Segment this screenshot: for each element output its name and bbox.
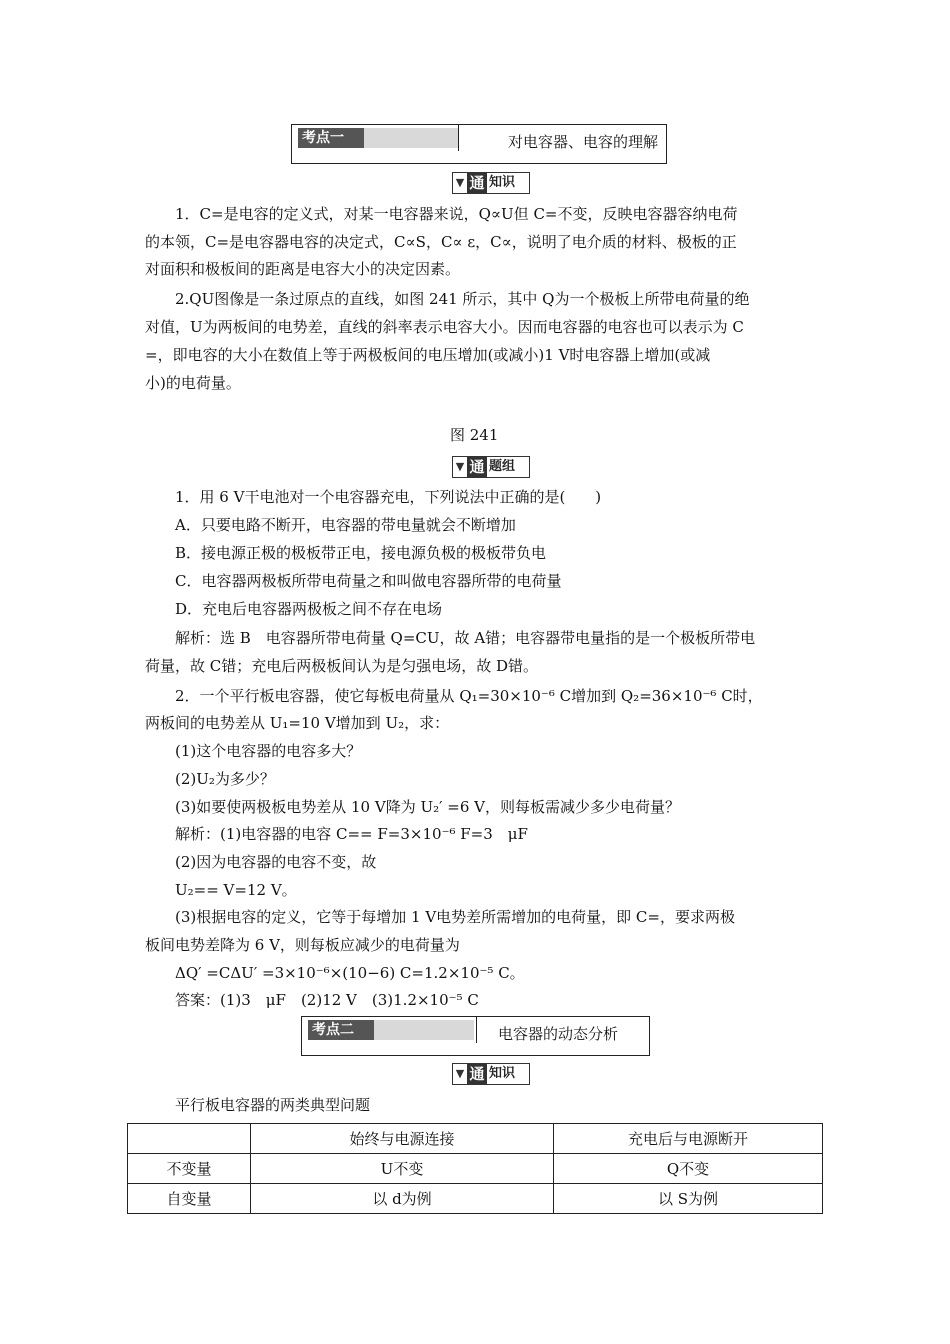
paragraph-line: 的本领，C=是电容器电容的决定式，C∝S，C∝ ε，C∝，说明了电介质的材料、极板的正 — [145, 233, 737, 251]
paragraph-line: 对值，U为两板间的电势差，直线的斜率表示电容大小。因而电容器的电容也可以表示为 C — [145, 318, 744, 336]
table-cell — [128, 1124, 251, 1154]
paragraph-line: 1．C=是电容的定义式，对某一电容器来说，Q∝U但 C=不变，反映电容器容纳电荷 — [175, 205, 738, 223]
badge-label: 题组 — [489, 459, 516, 474]
question-part: (1)这个电容器的电容多大？ — [175, 742, 362, 760]
solution-line: U₂== V=12 V。 — [175, 881, 297, 899]
section-badge-exercises — [452, 456, 530, 478]
table-cell: Q不变 — [554, 1154, 823, 1184]
topic-divider — [476, 1017, 477, 1043]
option-b: B．接电源正极的极板带正电，接电源负极的极板带负电 — [175, 544, 547, 562]
topic-header-1 — [291, 124, 667, 164]
paragraph-line: 对面积和极板间的距离是电容大小的决定因素。 — [145, 260, 461, 278]
question-2: 两板间的电势差从 U₁=10 V增加到 U₂，求： — [145, 714, 450, 732]
topic-header-2 — [301, 1016, 650, 1056]
table-row — [128, 1154, 823, 1184]
comparison-table — [127, 1123, 823, 1214]
option-c: C．电容器两极板所带电荷量之和叫做电容器所带的电荷量 — [175, 572, 562, 590]
table-cell: 始终与电源连接 — [251, 1124, 554, 1154]
solution-line: (3)根据电容的定义，它等于每增加 1 V电势差所需增加的电荷量，即 C=，要求两极 — [175, 908, 735, 926]
paragraph-line: =，即电容的大小在数值上等于两极板间的电压增加(或减小)1 V时电容器上增加(或减 — [145, 346, 711, 364]
topic-title: 对电容器、电容的理解 — [508, 133, 659, 151]
shield-icon: ▼ — [455, 460, 465, 473]
analysis-line: 荷量，故 C错；充电后两极板间认为是匀强电场，故 D错。 — [145, 657, 539, 675]
question-2: 2．一个平行板电容器，使它每板电荷量从 Q₁=30×10⁻⁶ C增加到 Q₂=36×10⁻⁶ C时， — [175, 687, 763, 705]
badge-big-char: 通 — [467, 173, 487, 193]
topic-tag-label: 考点二 — [308, 1020, 374, 1040]
question-1: 1．用 6 V干电池对一个电容器充电，下列说法中正确的是( ) — [175, 488, 602, 506]
paragraph-line: 2.QU图像是一条过原点的直线，如图 241 所示，其中 Q为一个极板上所带电荷量的绝 — [175, 290, 750, 308]
badge-label: 知识 — [489, 175, 516, 190]
table-header-row — [128, 1124, 823, 1154]
question-part: (3)如要使两极板电势差从 10 V降为 U₂′ =6 V，则每板需减少多少电荷量？ — [175, 798, 681, 816]
table-cell: 以 d为例 — [251, 1184, 554, 1214]
paragraph-line: 小)的电荷量。 — [145, 374, 241, 392]
topic-tag-label: 考点一 — [298, 128, 364, 148]
table-cell: 以 S为例 — [554, 1184, 823, 1214]
option-a: A．只要电路不断开，电容器的带电量就会不断增加 — [175, 516, 516, 534]
option-d: D．充电后电容器两极板之间不存在电场 — [175, 600, 443, 618]
badge-big-char: 通 — [467, 1064, 487, 1084]
table-cell: 不变量 — [128, 1154, 251, 1184]
section-badge-knowledge — [452, 1063, 530, 1085]
topic-tag-2 — [308, 1020, 474, 1040]
topic-tag-1 — [298, 128, 458, 148]
solution-line: 解析：(1)电容器的电容 C== F=3×10⁻⁶ F=3 μF — [175, 825, 528, 843]
answer-line: 答案：(1)3 μF (2)12 V (3)1.2×10⁻⁵ C — [175, 991, 479, 1009]
topic-divider — [458, 125, 459, 151]
badge-big-char: 通 — [467, 457, 487, 477]
section-badge-knowledge — [452, 172, 530, 194]
solution-line: ΔQ′ =CΔU′ =3×10⁻⁶×(10−6) C=1.2×10⁻⁵ C。 — [175, 964, 525, 982]
solution-line: (2)因为电容器的电容不变，故 — [175, 853, 377, 871]
topic-title: 电容器的动态分析 — [498, 1025, 619, 1043]
table-cell: U不变 — [251, 1154, 554, 1184]
figure-caption: 图 241 — [450, 426, 499, 444]
shield-icon: ▼ — [455, 176, 465, 189]
table-row — [128, 1184, 823, 1214]
badge-label: 知识 — [489, 1066, 516, 1081]
table-cell: 自变量 — [128, 1184, 251, 1214]
analysis-line: 解析：选 B 电容器所带电荷量 Q=CU，故 A错；电容器带电量指的是一个极板所带电 — [175, 629, 756, 647]
solution-line: 板间电势差降为 6 V，则每板应减少的电荷量为 — [145, 936, 460, 954]
question-part: (2)U₂为多少？ — [175, 770, 275, 788]
table-cell: 充电后与电源断开 — [554, 1124, 823, 1154]
section-intro: 平行板电容器的两类典型问题 — [175, 1096, 371, 1114]
shield-icon: ▼ — [455, 1067, 465, 1080]
